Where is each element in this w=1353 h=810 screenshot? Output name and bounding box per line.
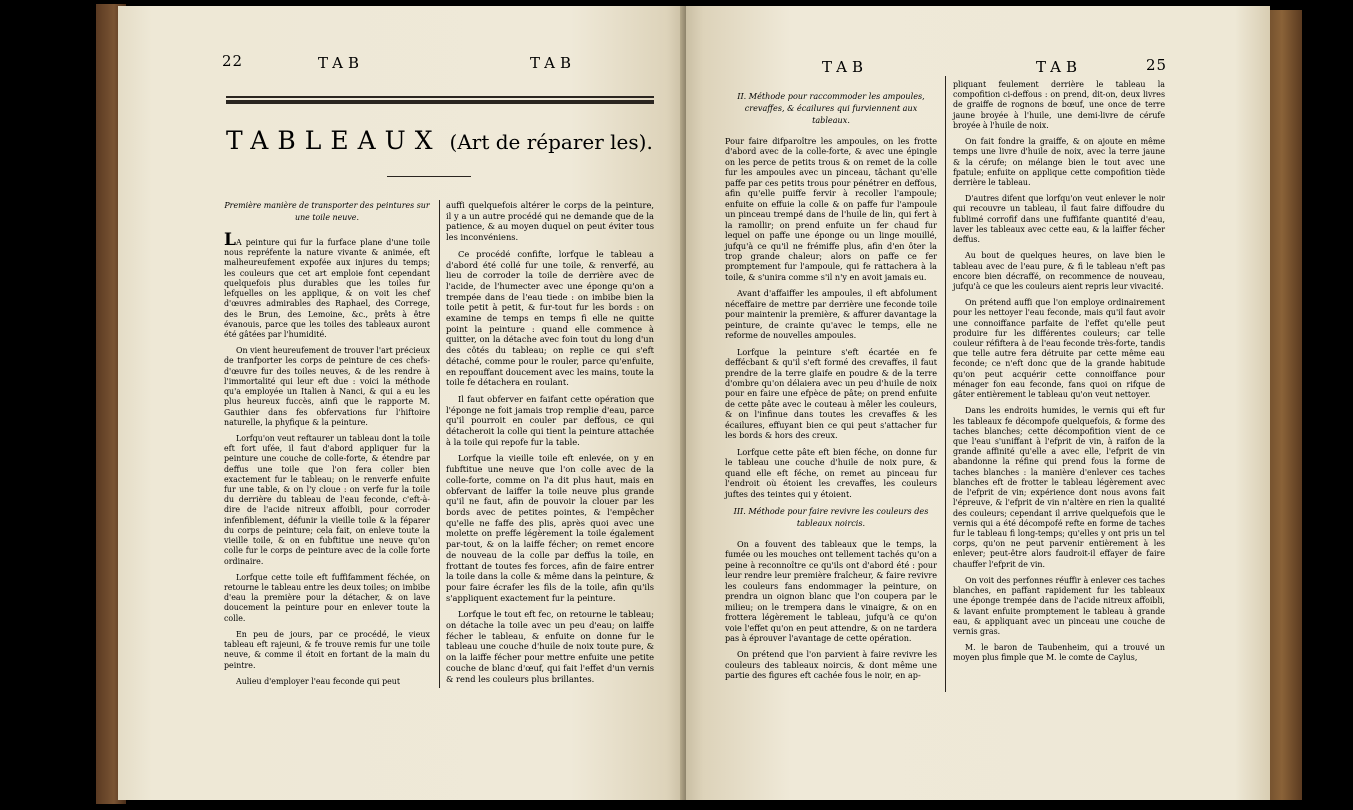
paragraph: On prétend que l'on parvient à faire revivre les couleurs des tableaux noircis, & dont même une partie des figures eft cachée fous le noir, en ap- (725, 649, 937, 681)
paragraph (224, 230, 430, 340)
column-divider (945, 76, 946, 692)
paragraph: Il faut obferver en faifant cette opération que l'éponge ne foit jamais trop remplie d'eau, parce qu'il pourroit en couler par deffous, ce qui détacheroit la colle qui tient la peinture attachée à la toile qui repofe fur la table. (446, 393, 654, 447)
section-heading: Première manière de transporter des peintures sur une toile neuve. (224, 201, 430, 222)
paragraph: Pour faire difparoître les ampoules, on les frotte d'abord avec de la colle-forte, & avec une épingle on les perce de petits trous & on remet de la colle fur les ampoules avec un pinceau, tâchant qu'elle paffe par ces petits trous pour pénétrer en deffous, afin qu'elle puiffe fervir à recoller l'ampoule; enfuite on effuie la colle & on paffe fur l'ampoule un pinceau trempé dans de l'huile de lin, qui fert à la ramollir; on prend enfuite un fer chaud fur lequel on paffe une éponge ou un linge mouillé, jufqu'à ce qu'il ne frémiffe plus, afin d'en ôter la trop grande chaleur; alors on paffe ce fer promptement fur l'ampoule, qui fe rattachera à la toile, & s'unira comme s'il n'y en avoit jamais eu. (725, 136, 937, 282)
column-divider (439, 200, 440, 688)
drop-cap: L (224, 230, 236, 250)
left-running-head-1: TAB (318, 54, 365, 72)
section-heading: II. Méthode pour raccommoder les ampoules, crevaffes, & écailures qui furviennent aux tableaux. (737, 91, 925, 125)
left-column-1 (224, 200, 430, 693)
paragraph: Avant d'affaiffer les ampoules, il eft abfolument néceffaire de mettre par derrière une feconde toile pour maintenir la première, & affurer davantage la peinture, de crainte qu'avec le temps, elle ne reforme de nouvelles ampoules. (725, 288, 937, 341)
title-main: TABLEAUX (226, 126, 442, 155)
title-rule (387, 176, 471, 177)
paragraph: Ce procédé confifte, lorfque le tableau a d'abord été collé fur une toile, & renverfé, au lieu de corroder la toile de derrière avec de l'acide, de l'humecter avec une éponge qu'on a trempée dans de l'eau tiede : on imbibe bien la toile petit à petit, & fur-tout fur les bords : on examine de temps en temps fi elle ne quitte point la peinture : quand elle commence à quitter, on la détache avec foin tout du long d'un des côtés du tableau; on replie ce qui s'eft détaché, comme pour le rouler, parce qu'enfuite, en repouffant doucement avec les mains, toute la toile fe détachera en roulant. (446, 248, 654, 388)
paragraph: On prétend auffi que l'on employe ordinairement pour les nettoyer l'eau feconde, mais qu'il faut avoir une connoiffance parfaite de l'effet qu'elle peut produire fur les différentes couleurs; car telle couleur réfiftera à de l'eau feconde très-forte, tandis que telle autre fera détruite par cette même eau feconde; ce n'eft donc que de la grande habitude qu'on peut acquérir cette connoiffance pour ménager fon eau feconde, fans quoi on rifque de gâter entièrement le tableau qu'on veut nettoyer. (953, 298, 1165, 400)
paragraph: Lorfque cette pâte eft bien féche, on donne fur le tableau une couche d'huile de noix pure, & quand elle eft féche, on remet au pinceau fur l'endroit où étoient les crevaffes, les couleurs juftes des teintes qui y étoient. (725, 446, 937, 499)
right-running-head-1: TAB (822, 58, 869, 76)
paragraph: Dans les endroits humides, le vernis qui eft fur les tableaux fe décompofe quelquefois, & forme des taches blanches; cette décompofition vient de ce que l'eau s'uniffant à l'efprit de vin, à raifon de la grande affinité qu'elle a avec elle, l'efprit de vin abandonne la réfine qui prend fous la forme de taches blanches : la manière d'enlever ces taches blanches eft de frotter le tableau légèrement avec de l'efprit de vin; expérience dont nous avons fait l'épreuve, & l'efprit de vin n'altère en rien la qualité des couleurs; cependant il arrive quelquefois que le vernis qui a été décompofé refte en forme de taches fur le tableau fi long-temps; qu'elles y ont pris un tel corps, qu'on ne peut parvenir entièrement à les enlever; peut-être alors faudroit-il effayer de faire chauffer l'efprit de vin. (953, 406, 1165, 569)
right-column-2 (953, 80, 1165, 670)
paragraph: Lorfque le tout eft fec, on retourne le tableau; on détache la toile avec un peu d'eau; on laiffe fécher le tableau, & enfuite on donne fur le tableau une couche d'huile de noix toute pure, & on la laiffe fécher pour mettre enfuite une petite couche de blanc d'œuf, qui fait l'effet d'un vernis & rend les couleurs plus brillantes. (446, 609, 654, 684)
title-sub: (Art de réparer les). (449, 130, 653, 154)
paragraph-text: A peinture qui fur la furface plane d'une toile nous repréfente la nature vivante & animée, eft malheureufement expofée aux injures du temps; les couleurs que cet art emploie font cependant quelquefois plus durables que les toiles fur lefquelles on les applique, & on voit les chef d'œuvres admirables des Raphael, des Correge, des le Brun, des Lemoine, &c., prêts à être évanouis, parce que les toiles des tableaux auront été gâtées par l'humidité. (224, 238, 430, 339)
left-column-2 (446, 200, 654, 690)
paragraph: Lorfque la peinture s'eft écartée en fe deffécbant & qu'il s'eft formé des crevaffes, il faut prendre de la terre glaife en poudre & de la terre d'ombre qu'on délaiera avec un peu d'huile de noix pour en faire une efpèce de pâte; on prend enfuite de cette pâte avec le couteau à mêler les couleurs, & on l'infinue dans toutes les crevaffes & les écailures, effuyant bien ce qui peut s'attacher fur les bords & hors des creux. (725, 346, 937, 441)
right-running-head-2: TAB (1036, 58, 1083, 76)
header-rule-thin (226, 96, 654, 98)
paragraph: D'autres difent que lorfqu'on veut enlever le noir qui recouvre un tableau, il faut faire diffoudre du fublimé corrofif dans une fuffifante quantité d'eau, laver les tableaux avec cette eau, & la laiffer fécher deffus. (953, 194, 1165, 245)
right-page-number: 25 (1146, 56, 1168, 74)
paragraph: On a fouvent des tableaux que le temps, la fumée ou les mouches ont tellement tachés qu'on a peine à reconnoître ce qu'ils ont d'abord été : pour leur rendre leur première fraîcheur, & faire revivre les couleurs fans endommager la peinture, on prendra un oignon blanc que l'on coupera par le milieu; on le trempera dans le vinaigre, & on en frottera légèrement le tableau, jufqu'à ce qu'on voie l'effet qu'on en peut attendre, & on ne tardera pas à éprouver l'avantage de cette opération. (725, 538, 937, 644)
paragraph: Lorfque cette toile eft fuffifamment féchée, on retourne le tableau entre les deux toiles; on imbibe d'eau la première pour la détacher, & on lave doucement la peinture pour en enlever toute la colle. (224, 572, 430, 623)
paragraph: Au bout de quelques heures, on lave bien le tableau avec de l'eau pure, & fi le tableau n'eft pas encore bien décraffé, on recommence de nouveau, jufqu'à ce que les couleurs aient repris leur vivacité. (953, 251, 1165, 291)
section-heading: III. Méthode pour faire revivre les couleurs des tableaux noircis. (733, 505, 929, 528)
page-title (226, 126, 653, 155)
paragraph: On fait fondre la graiffe, & on ajoute en même temps une livre d'huile de noix, avec la terre jaune & la cérufe; on mélange bien le tout avec une fpatule; enfuite on applique cette compofition tiède derrière le tableau. (953, 137, 1165, 187)
paragraph: En peu de jours, par ce procédé, le vieux tableau eft rajeuni, & fe trouve remis fur une toile neuve, & comme il étoit en fortant de la main du peintre. (224, 629, 430, 670)
paragraph: pliquant feulement derrière le tableau la compofition ci-deffous : on prend, dit-on, deux livres de graiffe de rognons de bœuf, une once de terre jaune broyée à l'huile, une demi-livre de cérufe broyée à l'huile de noix. (953, 80, 1165, 130)
paragraph: auffi quelquefois altérer le corps de la peinture, il y a un autre procédé qui ne demande que de la patience, & au moyen duquel on peut éviter tous les inconvéniens. (446, 200, 654, 243)
header-rule-thick (226, 100, 654, 104)
paragraph: Aulieu d'employer l'eau feconde qui peut (236, 676, 401, 686)
paragraph: Lorfque la vieille toile eft enlevée, on y en fubftitue une neuve que l'on colle avec de la colle-forte, comme on l'a dit plus haut, mais en obfervant de laiffer la toile neuve plus grande qu'il ne faut, afin de pouvoir la clouer par les bords avec de petites pointes, & l'empêcher qu'elle ne faffe des plis, après quoi avec une molette on preffe légèrement la toile également par-tout, & on la laiffe fécher; on remet encore de nouveau de la colle par deffus la toile, en frottant de toutes fes forces, afin de faire entrer la toile dans la colle & même dans la peinture, & pour faire écrafer les fils de la toile, afin qu'ils s'appliquent exactement fur la peinture. (446, 453, 654, 603)
paragraph: M. le baron de Taubenheim, qui a trouvé un moyen plus fimple que M. le comte de Caylus, (953, 643, 1165, 663)
paragraph: On voit des perfonnes réuffir à enlever ces taches blanches, en paffant rapidement fur les tableaux une éponge trempée dans de l'acide nitreux affoibli, & lavant enfuite promptement le tableau à grande eau, & appliquant avec un pinceau une couche de vernis gras. (953, 575, 1165, 636)
paragraph: Lorfqu'on veut reftaurer un tableau dont la toile eft fort ufée, il faut d'abord appliquer fur la peinture une couche de colle-forte, & étendre par deffus une toile que l'on fera coller bien exactement fur le tableau; on le renverfe enfuite fur une table, & on l'y cloue : on verfe fur la toile du derrière du tableau de l'eau feconde, c'eft-à-dire de l'acide nitreux affoibli, pour corroder infenfiblement, défunir la vieille toile & la féparer du corps de peinture; cela fait, on enleve toute la vieille toile, & on en fubftitue une neuve qu'on colle fur le corps de peinture avec de la colle forte ordinaire. (224, 433, 430, 566)
left-page-number: 22 (222, 52, 244, 70)
right-column-1 (725, 90, 937, 687)
left-running-head-2: TAB (530, 54, 577, 72)
paragraph: On vient heureufement de trouver l'art précieux de tranfporter les corps de peinture de ces chefs-d'œuvre fur des toiles neuves, & de les rendre à l'immortalité qui leur eft due : voici la méthode qu'a employée un Italien à Nanci, & qui a eu les plus heureux fuccès, ainfi que le rapporte M. Gauthier dans fes obfervations fur l'hiftoire naturelle, la phyfique & la peinture. (224, 346, 430, 427)
